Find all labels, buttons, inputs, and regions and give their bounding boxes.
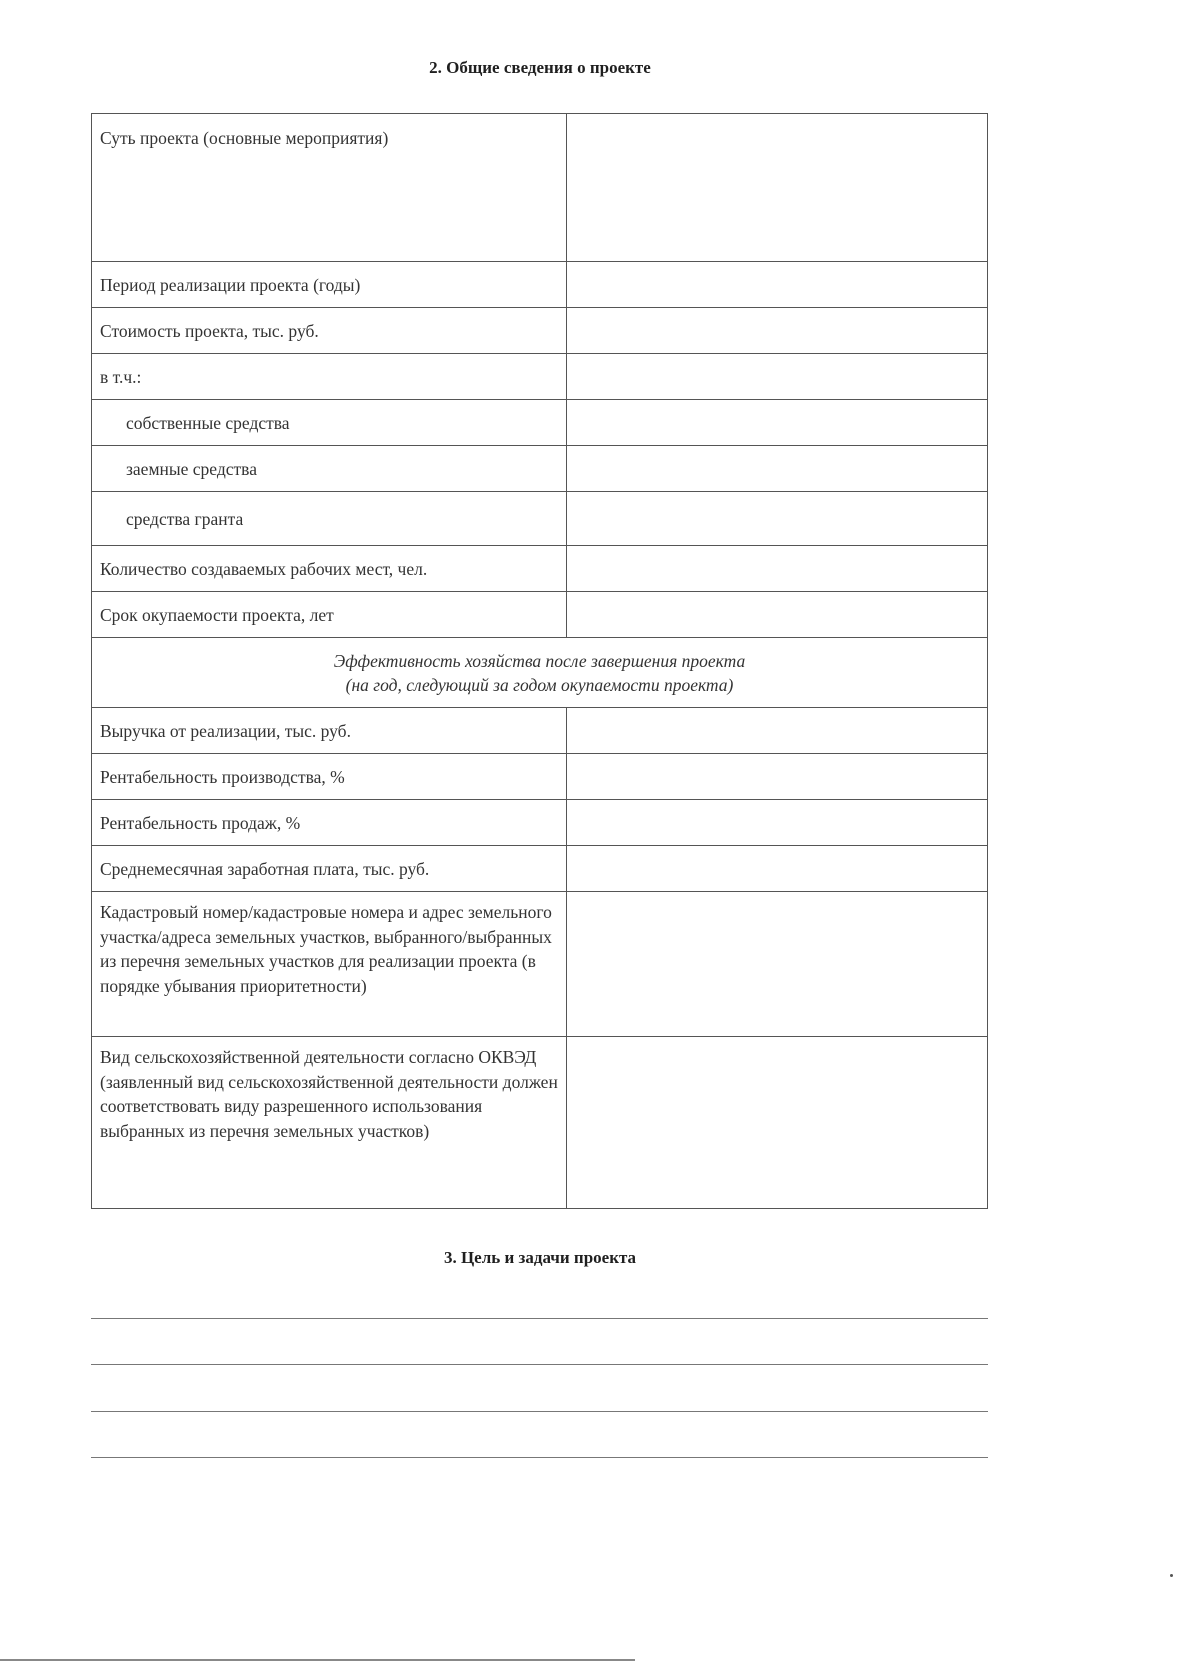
label-average-salary: Среднемесячная заработная плата, тыс. руб. [92, 846, 567, 892]
table-row [92, 308, 988, 354]
label-including: в т.ч.: [92, 354, 567, 400]
efficiency-subheader-line2: (на год, следующий за годом окупаемости проекта) [345, 674, 734, 695]
section-title-general-info: 2. Общие сведения о проекте [429, 58, 651, 77]
label-production-profitability: Рентабельность производства, % [92, 754, 567, 800]
label-project-essence: Суть проекта (основные мероприятия) [92, 114, 567, 262]
efficiency-subheader-line1: Эффективность хозяйства после завершения проекта [333, 650, 746, 671]
goals-write-line-2[interactable] [91, 1364, 988, 1365]
scan-speck [1170, 1574, 1173, 1577]
efficiency-subheader [92, 638, 988, 708]
label-revenue: Выручка от реализации, тыс. руб. [92, 708, 567, 754]
goals-write-line-3[interactable] [91, 1411, 988, 1412]
table-row [92, 1037, 988, 1209]
value-cadastral-number[interactable] [567, 892, 988, 1037]
value-grant-funds[interactable] [567, 492, 988, 546]
table-row [92, 708, 988, 754]
label-project-period: Период реализации проекта (годы) [92, 262, 567, 308]
value-average-salary[interactable] [567, 846, 988, 892]
value-revenue[interactable] [567, 708, 988, 754]
label-jobs-created: Количество создаваемых рабочих мест, чел. [92, 546, 567, 592]
table-row [92, 354, 988, 400]
label-activity-type: Вид сельскохозяйственной деятельности согласно ОКВЭД (заявленный вид сельскохозяйственной деятельности должен соответствовать виду разрешенного использования выбранных из перечня земельных участков) [92, 1037, 567, 1209]
value-project-essence[interactable] [567, 114, 988, 262]
table-row [92, 846, 988, 892]
section-title-goals: 3. Цель и задачи проекта [443, 1248, 637, 1267]
table-row [92, 400, 988, 446]
scan-edge-line [0, 1659, 635, 1661]
value-own-funds[interactable] [567, 400, 988, 446]
table-row [92, 546, 988, 592]
value-jobs-created[interactable] [567, 546, 988, 592]
table-row [92, 114, 988, 262]
label-grant-funds: средства гранта [92, 492, 567, 546]
value-project-cost[interactable] [567, 308, 988, 354]
value-production-profitability[interactable] [567, 754, 988, 800]
table-row [92, 446, 988, 492]
table-row [92, 754, 988, 800]
general-info-table [91, 113, 988, 1209]
goals-write-line-4[interactable] [91, 1457, 988, 1458]
value-payback-period[interactable] [567, 592, 988, 638]
value-activity-type[interactable] [567, 1037, 988, 1209]
value-project-period[interactable] [567, 262, 988, 308]
label-borrowed-funds: заемные средства [92, 446, 567, 492]
table-row [92, 592, 988, 638]
label-cadastral-number: Кадастровый номер/кадастровые номера и адрес земельного участка/адреса земельных участков, выбранного/выбранных из перечня земельных участков для реализации проекта (в порядке убывания приоритетности) [92, 892, 567, 1037]
value-borrowed-funds[interactable] [567, 446, 988, 492]
table-row [92, 892, 988, 1037]
table-row [92, 262, 988, 308]
table-row [92, 492, 988, 546]
table-row [92, 800, 988, 846]
label-own-funds: собственные средства [92, 400, 567, 446]
label-project-cost: Стоимость проекта, тыс. руб. [92, 308, 567, 354]
label-payback-period: Срок окупаемости проекта, лет [92, 592, 567, 638]
label-sales-profitability: Рентабельность продаж, % [92, 800, 567, 846]
goals-write-line-1[interactable] [91, 1318, 988, 1319]
value-including[interactable] [567, 354, 988, 400]
table-row [92, 638, 988, 708]
value-sales-profitability[interactable] [567, 800, 988, 846]
